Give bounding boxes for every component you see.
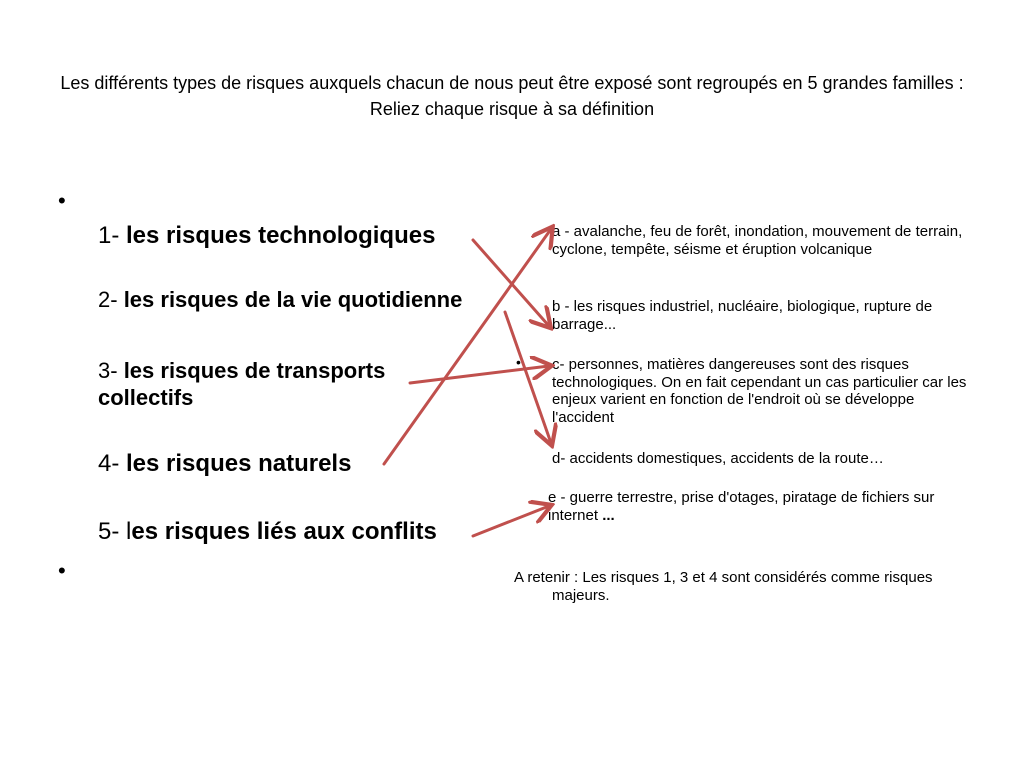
- arrow-2-to-d: [505, 312, 551, 443]
- risk-label: es risques liés aux conflits: [131, 518, 437, 545]
- risk-label: les risques technologiques: [126, 222, 436, 249]
- risk-number: 1-: [98, 222, 127, 249]
- definition-b: b - les risques industriel, nucléaire, biologique, rupture de barrage...: [552, 298, 933, 333]
- definition-a: a - avalanche, feu de forêt, inondation, mouvement de terrain, cyclone, tempête, séisme et éruption volcanique: [552, 223, 963, 258]
- risk-label: les risques naturels: [126, 450, 352, 477]
- risk-label-prefix: l: [126, 518, 132, 545]
- bullet-marker: •: [58, 188, 66, 213]
- arrow-4-to-a: [384, 229, 551, 464]
- risk-number: 3-: [98, 358, 124, 383]
- risk-label: les risques de transports: [123, 358, 386, 383]
- risk-number: 4-: [98, 450, 127, 477]
- risk-number: 5-: [98, 518, 127, 545]
- slide-title: Les différents types de risques auxquels chacun de nous peut être exposé sont regroupés en 5 grandes familles : Reliez chaque risque à sa définition: [60, 73, 964, 119]
- definition-e-text: e - guerre terrestre, prise d'otages, piratage de fichiers sur internet: [548, 489, 935, 524]
- definition-e-ellipsis: ...: [602, 506, 615, 524]
- bullet-marker: •: [516, 354, 521, 370]
- risk-label: les risques de la vie quotidienne: [123, 287, 463, 312]
- arrow-5-to-e: [473, 506, 549, 536]
- definition-c: c- personnes, matières dangereuses sont des risques technologiques. On en fait cependant un cas particulier car les enjeux varient en fonction de l'endroit où se développe l'accident: [552, 356, 967, 426]
- risk-label-continued: collectifs: [98, 385, 194, 410]
- risk-number: 2-: [98, 287, 124, 312]
- bullet-marker: •: [58, 558, 66, 583]
- retenir-note: A retenir : Les risques 1, 3 et 4 sont considérés comme risques majeurs.: [514, 569, 933, 604]
- definition-d: d- accidents domestiques, accidents de la route…: [552, 450, 884, 467]
